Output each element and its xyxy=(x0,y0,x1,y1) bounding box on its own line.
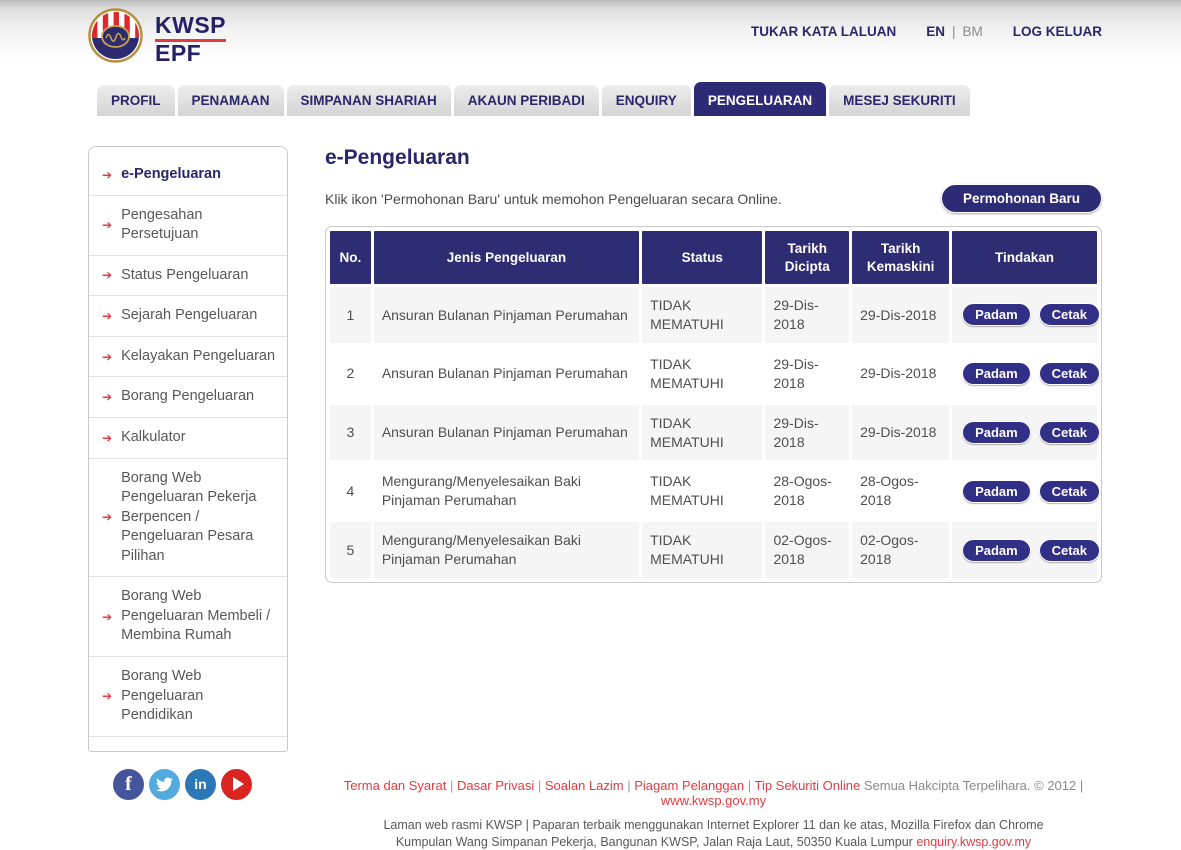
cell-tarikh-dicipta: 29-Dis-2018 xyxy=(765,405,849,461)
red-arrow-icon: ➔ xyxy=(102,167,113,182)
cell-tarikh-dicipta: 29-Dis-2018 xyxy=(765,346,849,402)
padam-button[interactable]: Padam xyxy=(962,362,1031,385)
sidebar-item[interactable] xyxy=(89,337,287,378)
nav-tab-label: SIMPANAN SHARIAH xyxy=(300,93,437,108)
table-body xyxy=(330,287,1097,578)
cell-no: 5 xyxy=(330,522,371,578)
table-header-cell: No. xyxy=(330,231,371,284)
cell-jenis: Ansuran Bulanan Pinjaman Perumahan xyxy=(374,287,639,343)
logout-link[interactable]: LOG KELUAR xyxy=(1012,24,1102,39)
sidebar-item-label: Sejarah Pengeluaran xyxy=(121,307,258,324)
withdrawal-table-container xyxy=(325,226,1102,583)
footer-link[interactable]: Terma dan Syarat xyxy=(343,777,447,793)
bottom-area xyxy=(0,752,1181,850)
red-arrow-icon: ➔ xyxy=(102,609,113,624)
intro-row xyxy=(325,184,1102,213)
twitter-icon[interactable] xyxy=(149,769,180,800)
table-row xyxy=(330,346,1097,402)
cell-actions xyxy=(952,463,1097,519)
sidebar-item[interactable] xyxy=(89,196,287,256)
footer-address-line xyxy=(325,834,1102,850)
cetak-button[interactable]: Cetak xyxy=(1039,362,1100,385)
footer-link-group xyxy=(545,778,634,793)
cell-status: TIDAK MEMATUHI xyxy=(642,463,762,519)
nav-tab-label: ENQUIRY xyxy=(615,93,677,108)
cell-jenis: Mengurang/Menyelesaikan Baki Pinjaman Perumahan xyxy=(374,463,639,519)
sidebar-item-label: Borang Web Pengeluaran Membeli / Membina Rumah xyxy=(121,588,271,644)
footer-link-separator: | xyxy=(446,777,457,793)
sidebar-item[interactable] xyxy=(89,155,287,196)
footer-link-group xyxy=(754,778,863,793)
footer-link-separator: | xyxy=(534,777,545,793)
instruction-text: Klik ikon 'Permohonan Baru' untuk memohon Pengeluaran secara Online. xyxy=(325,190,782,207)
cell-status: TIDAK MEMATUHI xyxy=(642,287,762,343)
kwsp-logo-text xyxy=(155,8,226,66)
footer-browser-note: Laman web rasmi KWSP | Paparan terbaik menggunakan Internet Explorer 11 dan ke atas, Mozilla Firefox dan Chrome xyxy=(383,817,1044,832)
cell-status: TIDAK MEMATUHI xyxy=(642,405,762,461)
table-header-cell: Status xyxy=(642,231,762,284)
nav-tab[interactable] xyxy=(287,85,451,116)
cell-actions xyxy=(952,522,1097,578)
padam-button[interactable]: Padam xyxy=(962,303,1031,326)
red-arrow-icon: ➔ xyxy=(102,268,113,283)
sidebar-item-label: Status Pengeluaran xyxy=(121,266,249,283)
table-header-cell: Jenis Pengeluaran xyxy=(374,231,639,284)
footer-links xyxy=(344,778,864,793)
youtube-icon[interactable] xyxy=(221,769,252,800)
padam-button[interactable]: Padam xyxy=(962,480,1031,503)
table-header-cell: Tindakan xyxy=(952,231,1097,284)
cell-tarikh-kemaskini: 28-Ogos-2018 xyxy=(852,463,949,519)
sidebar-item-label: Kalkulator xyxy=(121,428,186,445)
cell-tarikh-dicipta: 02-Ogos-2018 xyxy=(765,522,849,578)
cell-tarikh-dicipta: 29-Dis-2018 xyxy=(765,287,849,343)
main-panel xyxy=(325,146,1102,583)
sidebar-item[interactable] xyxy=(89,256,287,297)
sidebar-item[interactable] xyxy=(89,418,287,459)
cell-no: 2 xyxy=(330,346,371,402)
sidebar-item-label: Borang Pengeluaran xyxy=(121,388,255,405)
red-arrow-icon: ➔ xyxy=(102,308,113,323)
table-header-row xyxy=(330,231,1097,284)
sidebar-item[interactable] xyxy=(89,577,287,657)
sidebar-item-label: Borang Web Pengeluaran Pendidikan xyxy=(121,668,204,724)
sidebar-item-label: Pengesahan Persetujuan xyxy=(121,206,203,243)
cell-tarikh-kemaskini: 02-Ogos-2018 xyxy=(852,522,949,578)
cell-actions xyxy=(952,287,1097,343)
permohonan-baru-button[interactable]: Permohonan Baru xyxy=(941,184,1102,213)
lang-bm-link[interactable]: BM xyxy=(962,24,983,39)
sidebar-item-label: Kelayakan Pengeluaran xyxy=(121,347,276,364)
withdrawal-table xyxy=(327,228,1100,581)
cell-tarikh-kemaskini: 29-Dis-2018 xyxy=(852,287,949,343)
footer-address: Kumpulan Wang Simpanan Pekerja, Bangunan KWSP, Jalan Raja Laut, 50350 Kuala Lumpur xyxy=(395,834,917,849)
sidebar-menu xyxy=(88,146,288,752)
header xyxy=(0,0,1181,82)
logo-epf-label: EPF xyxy=(155,39,202,66)
language-switcher xyxy=(926,24,983,39)
cell-status: TIDAK MEMATUHI xyxy=(642,346,762,402)
cell-no: 4 xyxy=(330,463,371,519)
social-column xyxy=(88,752,325,800)
social-icons xyxy=(113,769,325,800)
nav-tab[interactable] xyxy=(454,85,599,116)
sidebar-item[interactable] xyxy=(89,657,287,737)
kwsp-site-link[interactable]: www.kwsp.gov.my xyxy=(660,792,767,808)
sidebar-item[interactable] xyxy=(89,459,287,578)
footer-link[interactable]: Soalan Lazim xyxy=(544,777,624,793)
table-header-cell: Tarikh Kemaskini xyxy=(852,231,949,284)
cell-tarikh-dicipta: 28-Ogos-2018 xyxy=(765,463,849,519)
nav-tab[interactable] xyxy=(178,85,284,116)
nav-tab[interactable] xyxy=(694,82,826,116)
logo-kwsp-label: KWSP xyxy=(155,14,226,42)
kwsp-logo[interactable] xyxy=(88,8,226,68)
content xyxy=(0,116,1181,752)
footer-link-group xyxy=(344,778,457,793)
footer-link-separator: | xyxy=(744,777,755,793)
red-arrow-icon: ➔ xyxy=(102,510,113,525)
cell-actions xyxy=(952,405,1097,461)
nav-tab-label: MESEJ SEKURITI xyxy=(843,93,956,108)
cell-jenis: Ansuran Bulanan Pinjaman Perumahan xyxy=(374,405,639,461)
nav-tab[interactable] xyxy=(97,85,175,116)
cetak-button[interactable]: Cetak xyxy=(1039,421,1100,444)
change-password-link[interactable]: TUKAR KATA LALUAN xyxy=(750,24,897,39)
table-header-cell: Tarikh Dicipta xyxy=(765,231,849,284)
sidebar-item-label: Borang Web Pengeluaran Pekerja Berpencen / Pengeluaran Pesara Pilihan xyxy=(121,469,257,564)
cell-tarikh-kemaskini: 29-Dis-2018 xyxy=(852,346,949,402)
kwsp-logo-icon xyxy=(88,8,143,68)
nav-tab-label: PENAMAAN xyxy=(191,93,270,108)
copyright-text: Semua Hakcipta Terpelihara. © 2012 | xyxy=(863,777,1084,793)
red-arrow-icon: ➔ xyxy=(102,218,113,233)
nav-tab-label: PROFIL xyxy=(111,93,161,108)
cell-no: 3 xyxy=(330,405,371,461)
red-arrow-icon: ➔ xyxy=(102,390,113,405)
cell-status: TIDAK MEMATUHI xyxy=(642,522,762,578)
page-title: e-Pengeluaran xyxy=(325,146,470,169)
linkedin-icon[interactable]: in xyxy=(185,769,216,800)
red-arrow-icon: ➔ xyxy=(102,349,113,364)
table-row xyxy=(330,287,1097,343)
footer-link[interactable]: Dasar Privasi xyxy=(456,777,535,793)
sidebar-item[interactable] xyxy=(89,377,287,418)
table-row xyxy=(330,463,1097,519)
enquiry-link[interactable]: enquiry.kwsp.gov.my xyxy=(916,834,1032,849)
footer-link-group xyxy=(457,778,545,793)
red-arrow-icon: ➔ xyxy=(102,430,113,445)
cetak-button[interactable]: Cetak xyxy=(1039,303,1100,326)
nav-tab[interactable] xyxy=(829,85,970,116)
nav-tab-label: AKAUN PERIBADI xyxy=(467,93,585,108)
padam-button[interactable]: Padam xyxy=(962,421,1031,444)
cell-jenis: Ansuran Bulanan Pinjaman Perumahan xyxy=(374,346,639,402)
footer xyxy=(325,752,1102,850)
table-row xyxy=(330,522,1097,578)
red-arrow-icon: ➔ xyxy=(102,689,113,704)
cell-actions xyxy=(952,346,1097,402)
cell-no: 1 xyxy=(330,287,371,343)
header-links xyxy=(751,8,1102,39)
facebook-icon[interactable]: f xyxy=(113,769,144,800)
footer-links-line xyxy=(325,778,1102,808)
footer-link[interactable]: Tip Sekuriti Online xyxy=(754,777,861,793)
nav-tab[interactable] xyxy=(602,85,691,116)
main-nav-tabs xyxy=(0,82,1181,116)
cetak-button[interactable]: Cetak xyxy=(1039,539,1100,562)
lang-separator: | xyxy=(951,24,956,39)
footer-link[interactable]: Piagam Pelanggan xyxy=(634,777,745,793)
padam-button[interactable]: Padam xyxy=(962,539,1031,562)
sidebar-item-label: e-Pengeluaran xyxy=(121,166,221,182)
nav-tab-label: PENGELUARAN xyxy=(707,93,813,108)
footer-link-group xyxy=(634,778,754,793)
cell-jenis: Mengurang/Menyelesaikan Baki Pinjaman Perumahan xyxy=(374,522,639,578)
sidebar-item[interactable] xyxy=(89,296,287,337)
table-row xyxy=(330,405,1097,461)
cetak-button[interactable]: Cetak xyxy=(1039,480,1100,503)
play-icon xyxy=(233,777,244,791)
cell-tarikh-kemaskini: 29-Dis-2018 xyxy=(852,405,949,461)
footer-link-separator: | xyxy=(623,777,635,793)
lang-en-link[interactable]: EN xyxy=(926,24,945,39)
